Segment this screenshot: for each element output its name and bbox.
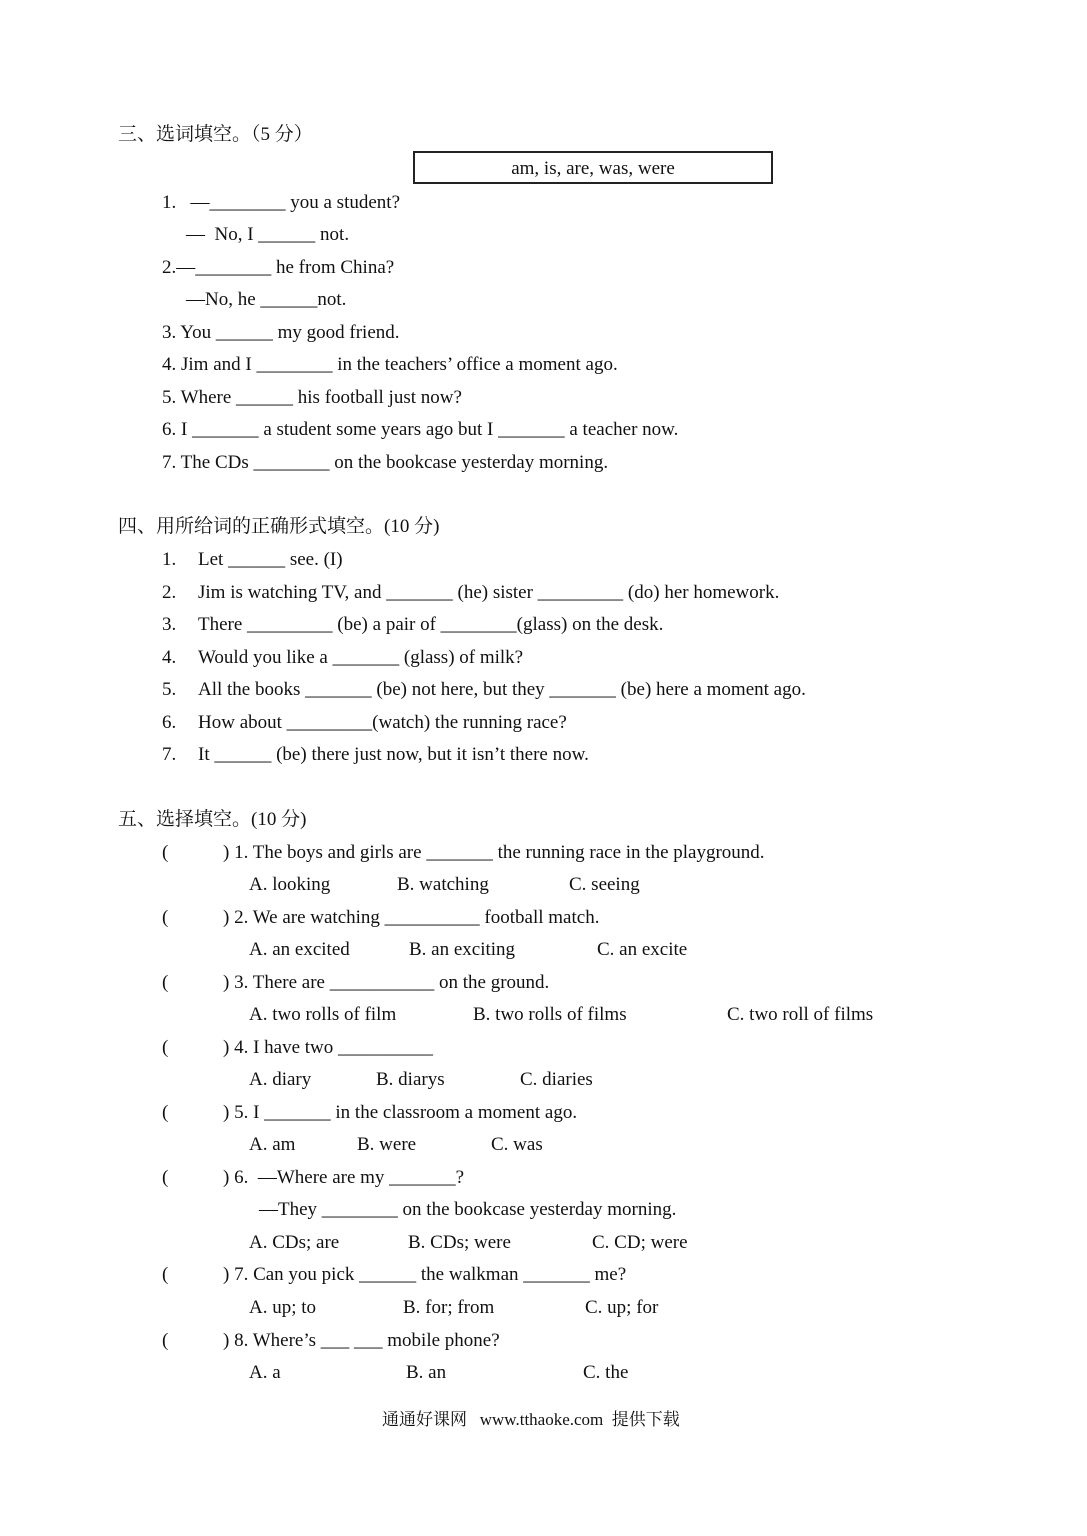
s4-text-6: How about _________(watch) the running race? <box>198 712 567 733</box>
s4-num-2: 2. <box>162 582 177 603</box>
q3-stem: ) 3. There are ___________ on the ground. <box>223 972 550 993</box>
q4-stem: ) 4. I have two __________ <box>223 1037 434 1058</box>
q5-option-b: B. were <box>357 1134 417 1155</box>
q8-option-b: B. an <box>406 1362 447 1383</box>
q2-option-b: B. an exciting <box>409 939 516 960</box>
q7-paren: ( <box>162 1264 169 1285</box>
q6-option-b: B. CDs; were <box>408 1232 511 1253</box>
s4-text-4: Would you like a _______ (glass) of milk? <box>198 647 524 668</box>
section3-heading: 三、选词填空。（5 分） <box>118 124 313 145</box>
s4-text-5: All the books _______ (be) not here, but they _______ (be) here a moment ago. <box>198 679 806 700</box>
q1-option-c: C. seeing <box>569 874 640 895</box>
q5-option-a: A. am <box>249 1134 296 1155</box>
q7-option-b: B. for; from <box>403 1297 495 1318</box>
q8-option-c: C. the <box>583 1362 629 1383</box>
q4-option-c: C. diaries <box>520 1069 593 1090</box>
q2-stem: ) 2. We are watching __________ football match. <box>223 907 600 928</box>
s3-line-2: — No, I ______ not. <box>186 224 350 245</box>
s3-line-8: 6. I _______ a student some years ago but I _______ a teacher now. <box>162 419 679 440</box>
q1-paren: ( <box>162 842 169 863</box>
q5-option-c: C. was <box>491 1134 543 1155</box>
section5-heading: 五、选择填空。(10 分) <box>118 809 307 830</box>
s3-line-4: —No, he ______not. <box>186 289 347 310</box>
q4-option-b: B. diarys <box>376 1069 445 1090</box>
q4-paren: ( <box>162 1037 169 1058</box>
s3-line-5: 3. You ______ my good friend. <box>162 322 400 343</box>
s4-num-1: 1. <box>162 549 177 570</box>
q3-paren: ( <box>162 972 169 993</box>
q1-option-a: A. looking <box>249 874 331 895</box>
q6-stem: ) 6. —Where are my _______? <box>223 1167 465 1188</box>
q3-option-b: B. two rolls of films <box>473 1004 627 1025</box>
q3-option-a: A. two rolls of film <box>249 1004 397 1025</box>
word-box: am, is, are, was, were <box>413 151 773 184</box>
q5-paren: ( <box>162 1102 169 1123</box>
q2-paren: ( <box>162 907 169 928</box>
q8-option-a: A. a <box>249 1362 281 1383</box>
q3-option-c: C. two roll of films <box>727 1004 874 1025</box>
q7-stem: ) 7. Can you pick ______ the walkman _______ me? <box>223 1264 627 1285</box>
q2-option-c: C. an excite <box>597 939 688 960</box>
s4-num-3: 3. <box>162 614 177 635</box>
q2-option-a: A. an excited <box>249 939 350 960</box>
q6-option-c: C. CD; were <box>592 1232 688 1253</box>
q5-stem: ) 5. I _______ in the classroom a moment ago. <box>223 1102 578 1123</box>
s4-num-7: 7. <box>162 744 177 765</box>
q7-option-c: C. up; for <box>585 1297 659 1318</box>
q6-option-a: A. CDs; are <box>249 1232 340 1253</box>
s4-text-7: It ______ (be) there just now, but it isn’t there now. <box>198 744 589 765</box>
s3-line-1: 1. —________ you a student? <box>162 192 401 213</box>
s3-line-6: 4. Jim and I ________ in the teachers’ office a moment ago. <box>162 354 618 375</box>
q6-paren: ( <box>162 1167 169 1188</box>
s3-line-7: 5. Where ______ his football just now? <box>162 387 462 408</box>
s4-text-2: Jim is watching TV, and _______ (he) sister _________ (do) her homework. <box>198 582 780 603</box>
q1-stem: ) 1. The boys and girls are _______ the running race in the playground. <box>223 842 765 863</box>
s4-num-4: 4. <box>162 647 177 668</box>
s3-line-9: 7. The CDs ________ on the bookcase yesterday morning. <box>162 452 609 473</box>
s3-line-3: 2.—________ he from China? <box>162 257 395 278</box>
s4-num-5: 5. <box>162 679 177 700</box>
q6-stem-reply: —They ________ on the bookcase yesterday morning. <box>259 1199 677 1220</box>
q8-stem: ) 8. Where’s ___ ___ mobile phone? <box>223 1330 500 1351</box>
s4-text-1: Let ______ see. (I) <box>198 549 343 570</box>
s4-num-6: 6. <box>162 712 177 733</box>
q1-option-b: B. watching <box>397 874 489 895</box>
s4-text-3: There _________ (be) a pair of ________(glass) on the desk. <box>198 614 664 635</box>
q7-option-a: A. up; to <box>249 1297 317 1318</box>
q4-option-a: A. diary <box>249 1069 312 1090</box>
q8-paren: ( <box>162 1330 169 1351</box>
footer-download-note: 通通好课网 www.tthaoke.com 提供下载 <box>382 1410 680 1429</box>
section4-heading: 四、用所给词的正确形式填空。(10 分) <box>118 516 440 537</box>
